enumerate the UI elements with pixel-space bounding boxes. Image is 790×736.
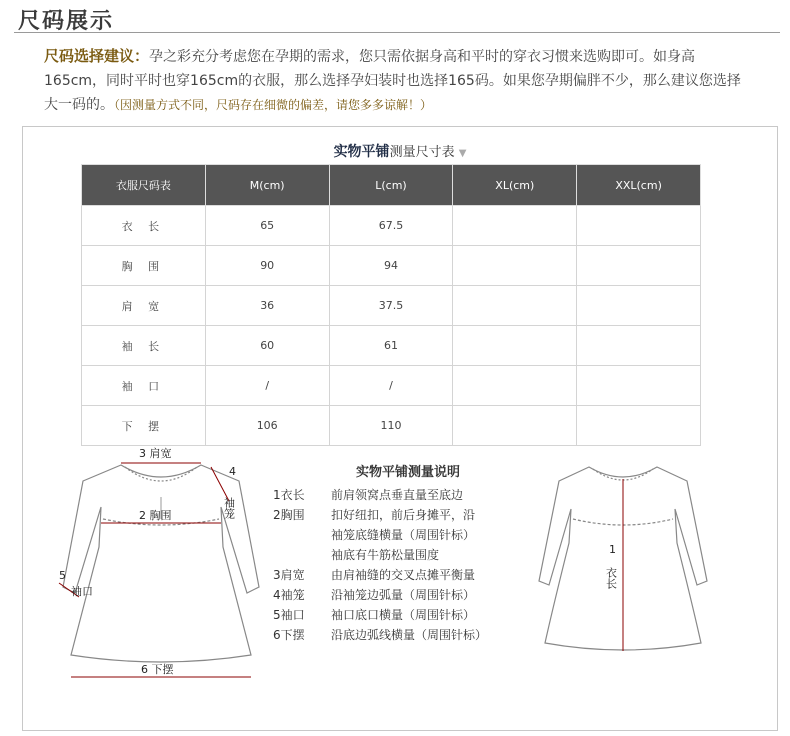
title-divider xyxy=(14,32,780,33)
table-cell xyxy=(453,286,577,326)
table-cell xyxy=(577,326,701,366)
item-text: 袖口底口横量（周围针标） xyxy=(331,608,476,622)
armhole-number: 4 xyxy=(229,465,236,478)
item-number: 4袖笼 xyxy=(273,588,305,602)
armhole-label: 袖笼 xyxy=(222,497,236,519)
header-cell: M(cm) xyxy=(205,165,329,206)
item-number: 5袖口 xyxy=(273,608,305,622)
length-label: 衣长 xyxy=(604,567,618,589)
item-number: 2胸围 xyxy=(273,508,305,522)
table-row xyxy=(82,206,701,246)
item-number xyxy=(273,545,331,565)
table-cell: / xyxy=(329,366,453,406)
header-cell: XL(cm) xyxy=(453,165,577,206)
row-label: 衣 长 xyxy=(82,206,206,246)
shoulder-label: 3 肩宽 xyxy=(139,447,172,460)
table-row xyxy=(82,286,701,326)
item-text: 前肩领窝点垂直量至底边 xyxy=(331,488,464,502)
list-item xyxy=(273,485,487,505)
table-cell: / xyxy=(205,366,329,406)
size-advice xyxy=(44,44,744,117)
row-label: 袖 口 xyxy=(82,366,206,406)
item-text: 袖底有牛筋松量围度 xyxy=(331,548,440,562)
list-item xyxy=(273,585,487,605)
header-cell: 衣服尺码表 xyxy=(82,165,206,206)
list-item xyxy=(273,505,487,525)
table-cell: 61 xyxy=(329,326,453,366)
table-cell xyxy=(453,246,577,286)
explain-list xyxy=(273,485,487,645)
table-cell xyxy=(453,406,577,446)
table-cell xyxy=(577,286,701,326)
table-cell xyxy=(577,206,701,246)
dress-back-diagram xyxy=(533,457,713,667)
page-title: 尺码展示 xyxy=(18,9,115,34)
item-number: 1衣长 xyxy=(273,488,305,502)
advice-lead: 尺码选择建议： xyxy=(44,47,150,65)
table-cell xyxy=(453,206,577,246)
table-cell: 60 xyxy=(205,326,329,366)
item-number: 3肩宽 xyxy=(273,568,305,582)
table-row xyxy=(82,366,701,406)
item-text: 扣好纽扣，前后身摊平，沿 xyxy=(331,508,476,522)
list-item xyxy=(273,525,487,545)
table-row xyxy=(82,326,701,366)
table-row xyxy=(82,246,701,286)
table-cell: 67.5 xyxy=(329,206,453,246)
table-cell xyxy=(577,366,701,406)
list-item xyxy=(273,625,487,645)
triangle-down-icon: ▼ xyxy=(458,148,467,159)
header-cell: XXL(cm) xyxy=(577,165,701,206)
table-cell xyxy=(577,406,701,446)
list-item xyxy=(273,605,487,625)
advice-body: 孕之彩充分考虑您在孕期的需求，您只需依据身高和平时的穿衣习惯来选购即可。如身高165cm，同时平时也穿165cm的衣服，那么选择孕妇装时也选择165码。如果您孕期偏胖不少，那么建议您选择大一码的。 xyxy=(44,49,741,113)
row-label: 胸 围 xyxy=(82,246,206,286)
table-cell: 94 xyxy=(329,246,453,286)
dress-front-diagram xyxy=(51,437,271,697)
row-label: 袖 长 xyxy=(82,326,206,366)
table-cell: 37.5 xyxy=(329,286,453,326)
explain-title: 实物平铺测量说明 xyxy=(355,465,460,480)
table-cell: 65 xyxy=(205,206,329,246)
size-panel xyxy=(22,126,778,731)
table-cell xyxy=(453,366,577,406)
item-text: 沿袖笼边弧量（周围针标） xyxy=(331,588,476,602)
length-number: 1 xyxy=(609,543,616,556)
item-number xyxy=(273,525,331,545)
item-number: 6下摆 xyxy=(273,628,305,642)
cuff-number: 5 xyxy=(59,569,66,582)
row-label: 下 摆 xyxy=(82,406,206,446)
chest-label: 2 胸围 xyxy=(139,509,172,522)
row-label: 肩 宽 xyxy=(82,286,206,326)
item-text: 袖笼底缝横量（周围针标） xyxy=(331,528,476,542)
table-cell: 90 xyxy=(205,246,329,286)
table-cell xyxy=(577,246,701,286)
item-text: 由肩袖缝的交叉点摊平衡量 xyxy=(331,568,476,582)
advice-note: （因测量方式不同，尺码存在细微的偏差，请您多多谅解！） xyxy=(114,98,433,112)
table-cell xyxy=(453,326,577,366)
cuff-label: 袖口 xyxy=(71,585,93,598)
table-header-row xyxy=(82,165,701,206)
hem-label: 6 下摆 xyxy=(141,663,174,676)
table-cell: 110 xyxy=(329,406,453,446)
list-item xyxy=(273,545,487,565)
table-title-rest: 测量尺寸表 xyxy=(389,145,455,160)
header-cell: L(cm) xyxy=(329,165,453,206)
table-cell: 106 xyxy=(205,406,329,446)
table-title xyxy=(23,141,777,161)
table-title-strong: 实物平铺 xyxy=(333,144,390,160)
list-item xyxy=(273,565,487,585)
item-text: 沿底边弧线横量（周围针标） xyxy=(331,628,488,642)
size-table xyxy=(81,164,701,446)
table-cell: 36 xyxy=(205,286,329,326)
